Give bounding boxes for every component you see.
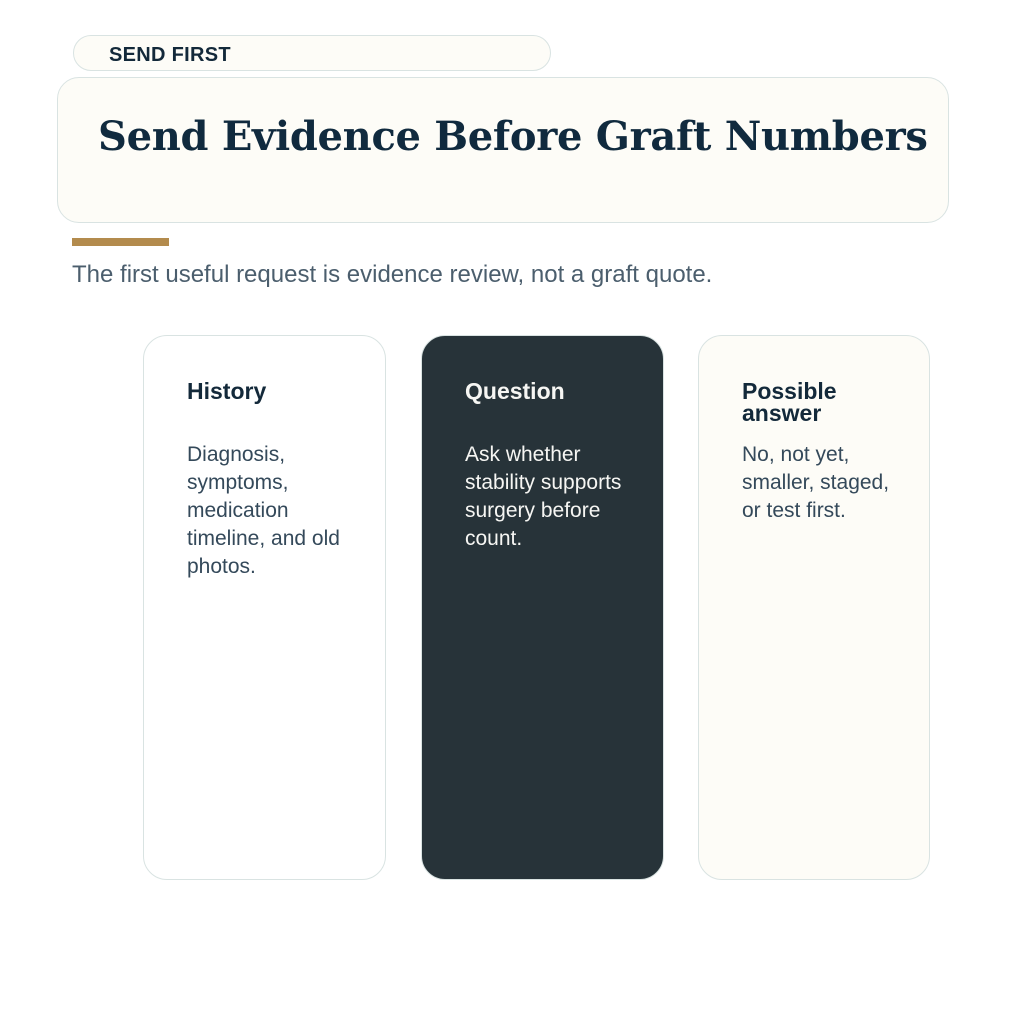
card-body: No, not yet, smaller, staged, or test first. [742,443,890,522]
title-panel [57,77,949,223]
eyebrow-label: SEND FIRST [109,44,231,66]
accent-rule [72,238,169,246]
eyebrow-pill [73,35,551,71]
card-body: Diagnosis, symptoms, medication timeline, and old photos. [187,443,340,578]
card-history [143,335,386,880]
card-question [421,335,664,880]
card-body: Ask whether stability supports surgery before count. [465,443,622,550]
card-heading: History [187,378,267,404]
card-possible-answer [698,335,930,880]
page-subtitle: The first useful request is evidence review, not a graft quote. [72,261,713,288]
page-title: Send Evidence Before Graft Numbers [98,113,928,160]
card-heading: Question [465,378,565,404]
card-heading: Possible answer [742,378,837,426]
